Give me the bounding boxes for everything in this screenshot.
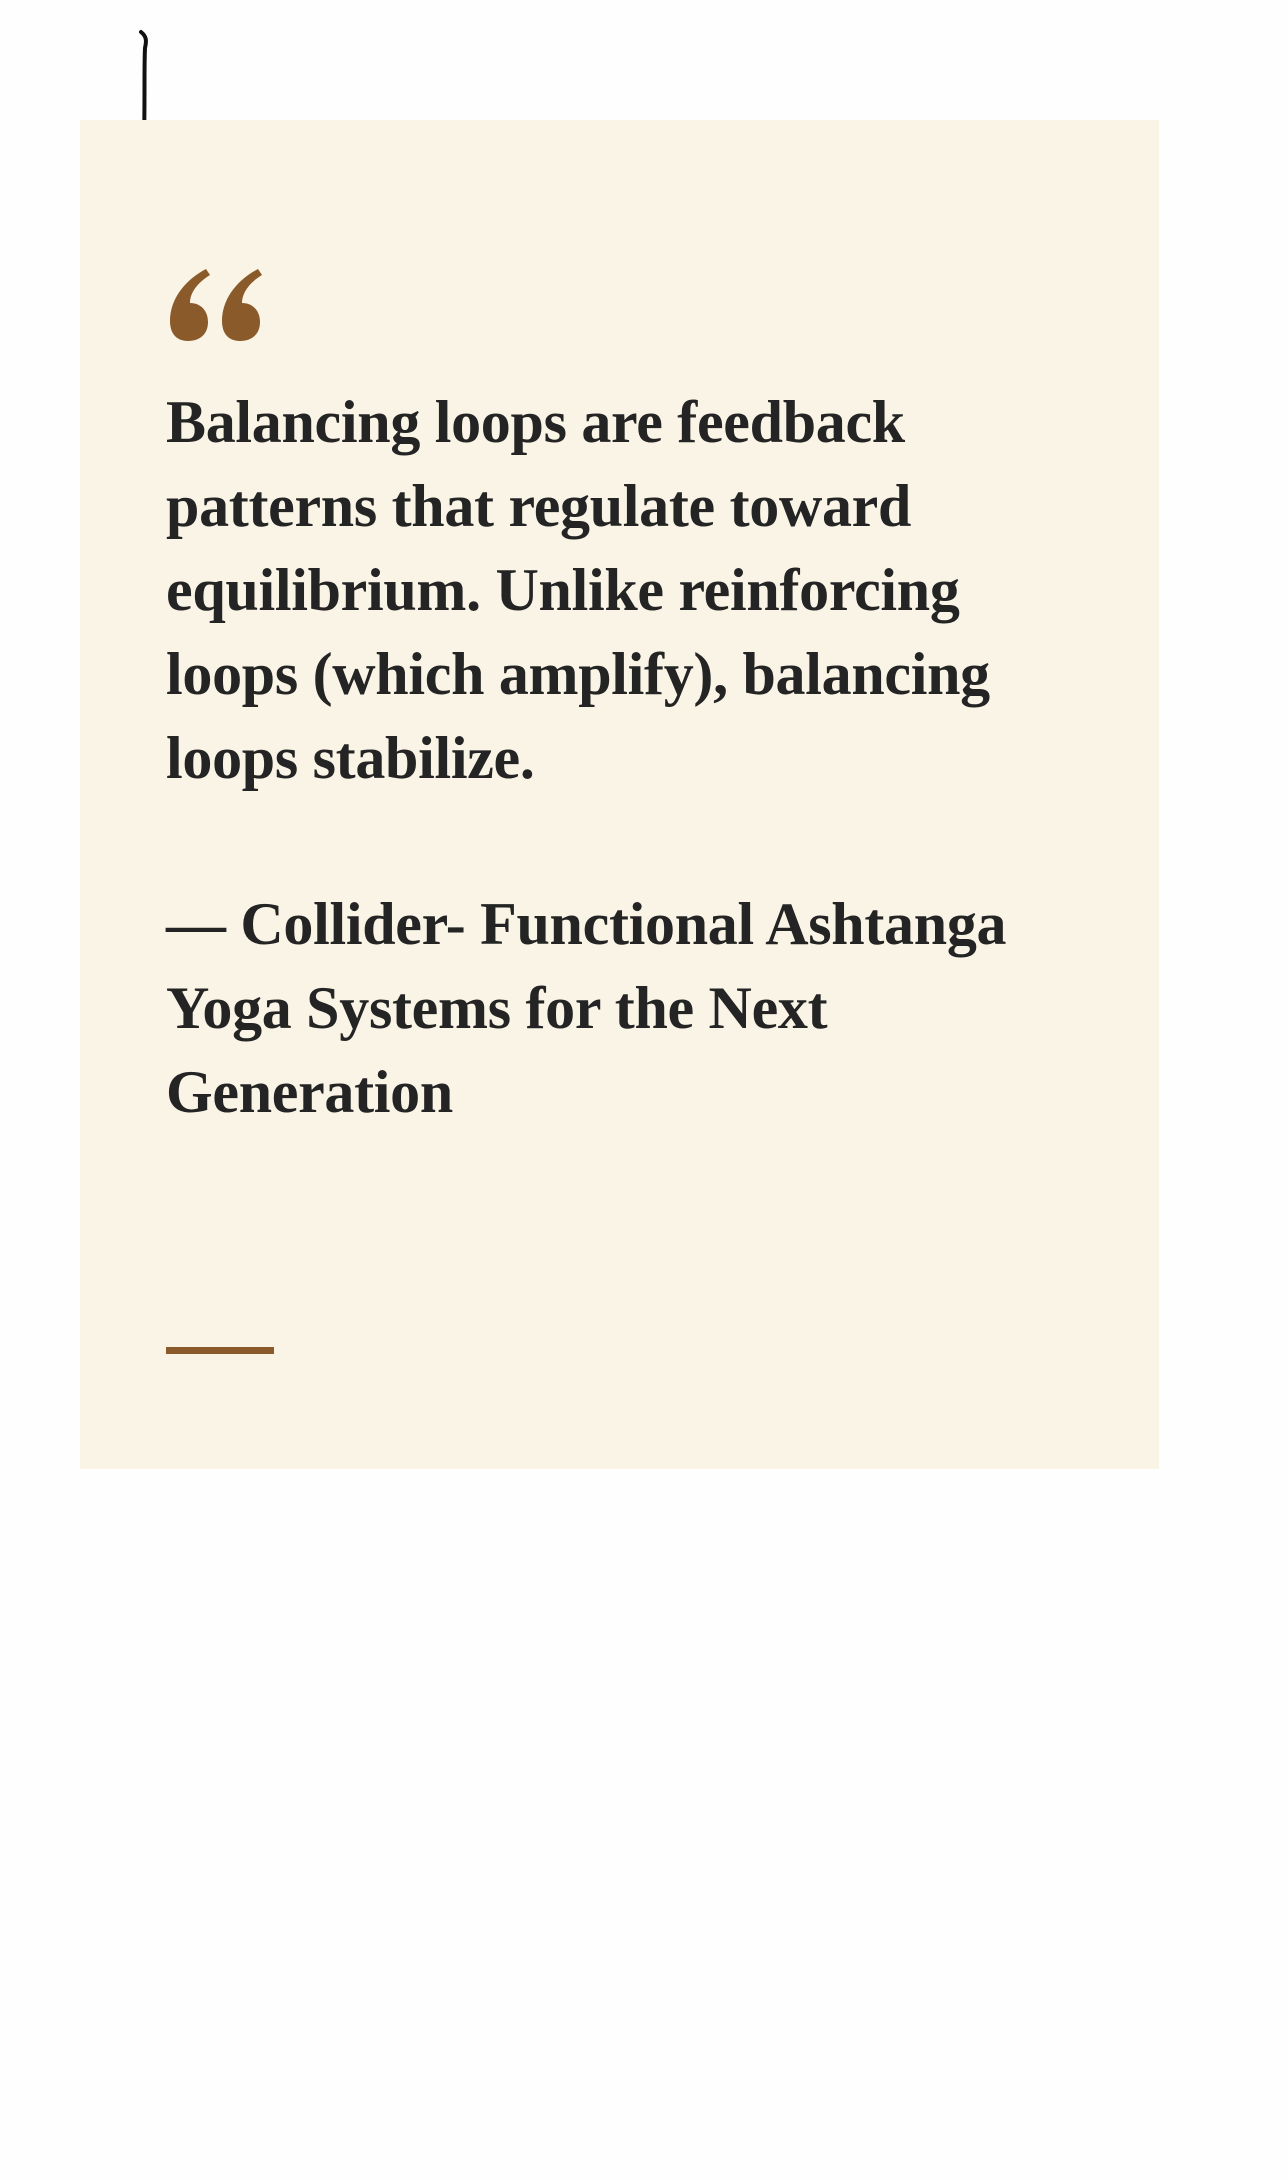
quote-attribution: — Collider- Functional Ashtanga Yoga Systems for the Next Generation (166, 891, 1007, 1125)
quote-text: Balancing loops are feedback patterns that regulate toward equilibrium. Unlike reinforcing loops (which amplify), balancing loops stabilize. (166, 389, 990, 791)
quote-open-icon (170, 265, 275, 345)
accent-divider (166, 1347, 274, 1354)
